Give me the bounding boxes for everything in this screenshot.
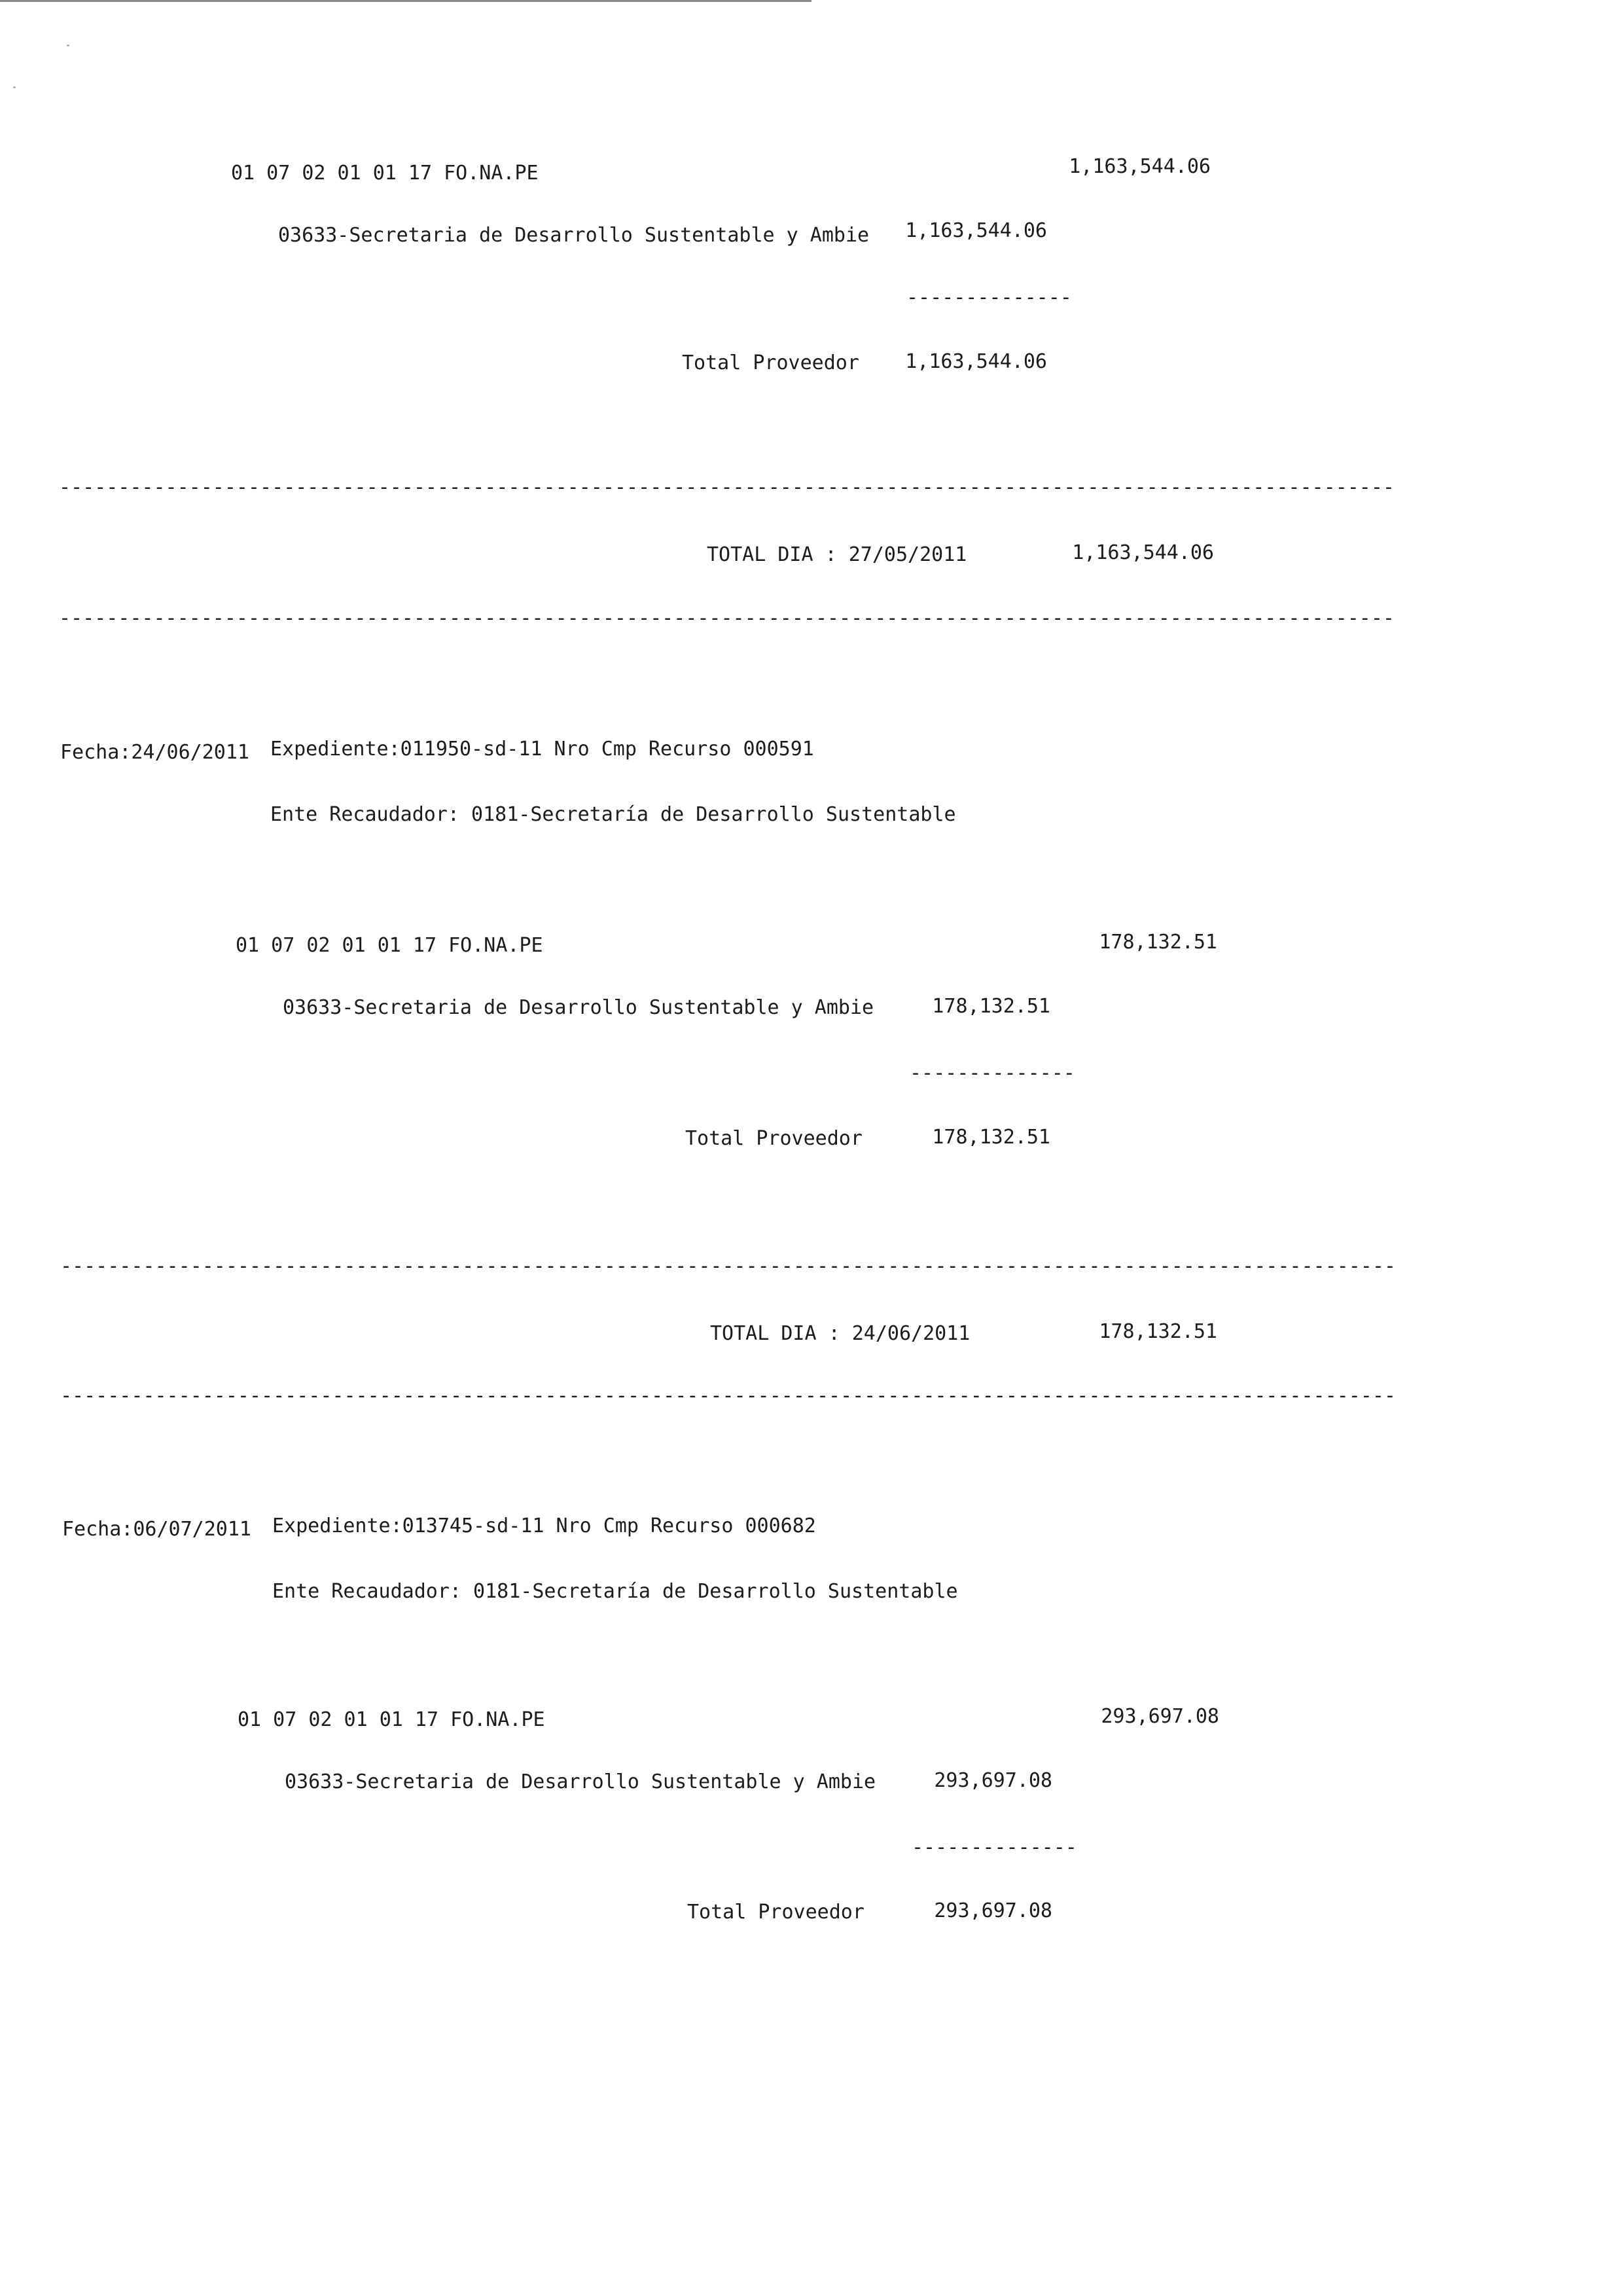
subtotal-rule: -------------- xyxy=(910,1062,1075,1085)
budget-line-code: 01 07 02 01 01 17 FO.NA.PE xyxy=(238,1708,545,1731)
budget-line-code: 01 07 02 01 01 17 FO.NA.PE xyxy=(236,934,543,957)
supplier-name: 03633-Secretaria de Desarrollo Sustentable y Ambie xyxy=(278,224,870,247)
expediente: Expediente:013745-sd-11 Nro Cmp Recurso 000682 xyxy=(272,1515,816,1537)
total-proveedor-label: Total Proveedor xyxy=(685,1127,863,1150)
supplier-name: 03633-Secretaria de Desarrollo Sustentable y Ambie xyxy=(285,1770,876,1793)
supplier-amount: 178,132.51 xyxy=(932,995,1050,1018)
ente-recaudador: Ente Recaudador: 0181-Secretaría de Desarrollo Sustentable xyxy=(272,1580,958,1603)
budget-line-code: 01 07 02 01 01 17 FO.NA.PE xyxy=(231,162,539,185)
expediente: Expediente:011950-sd-11 Nro Cmp Recurso 000591 xyxy=(270,738,814,761)
subtotal-rule: -------------- xyxy=(912,1836,1077,1859)
scan-top-edge xyxy=(0,0,812,2)
fecha: Fecha:24/06/2011 xyxy=(60,741,249,764)
total-proveedor-amount: 293,697.08 xyxy=(934,1899,1052,1922)
ente-recaudador: Ente Recaudador: 0181-Secretaría de Desarrollo Sustentable xyxy=(270,803,956,826)
total-dia-amount: 178,132.51 xyxy=(1099,1320,1217,1343)
total-proveedor-label: Total Proveedor xyxy=(687,1901,865,1924)
separator-line: ----------------------------------------------------------------------------------------------------------------- xyxy=(60,1384,1396,1407)
separator-line: ----------------------------------------------------------------------------------------------------------------- xyxy=(59,607,1395,630)
budget-line-total: 178,132.51 xyxy=(1099,931,1217,954)
budget-line-total: 293,697.08 xyxy=(1101,1705,1219,1728)
subtotal-rule: -------------- xyxy=(906,286,1072,309)
scan-speck xyxy=(13,86,16,88)
total-proveedor-amount: 1,163,544.06 xyxy=(905,350,1047,373)
supplier-amount: 1,163,544.06 xyxy=(905,219,1047,242)
total-dia-amount: 1,163,544.06 xyxy=(1072,541,1214,564)
supplier-amount: 293,697.08 xyxy=(934,1769,1052,1792)
total-dia-label: TOTAL DIA : 24/06/2011 xyxy=(710,1322,971,1345)
budget-line-total: 1,163,544.06 xyxy=(1069,155,1211,178)
total-dia-label: TOTAL DIA : 27/05/2011 xyxy=(707,543,967,566)
scan-speck xyxy=(67,45,69,46)
total-proveedor-amount: 178,132.51 xyxy=(932,1126,1050,1149)
separator-line: ----------------------------------------------------------------------------------------------------------------- xyxy=(59,476,1395,499)
supplier-name: 03633-Secretaria de Desarrollo Sustentable y Ambie xyxy=(283,996,874,1019)
total-proveedor-label: Total Proveedor xyxy=(682,351,859,374)
fecha: Fecha:06/07/2011 xyxy=(62,1518,251,1541)
separator-line: ----------------------------------------------------------------------------------------------------------------- xyxy=(60,1255,1396,1278)
